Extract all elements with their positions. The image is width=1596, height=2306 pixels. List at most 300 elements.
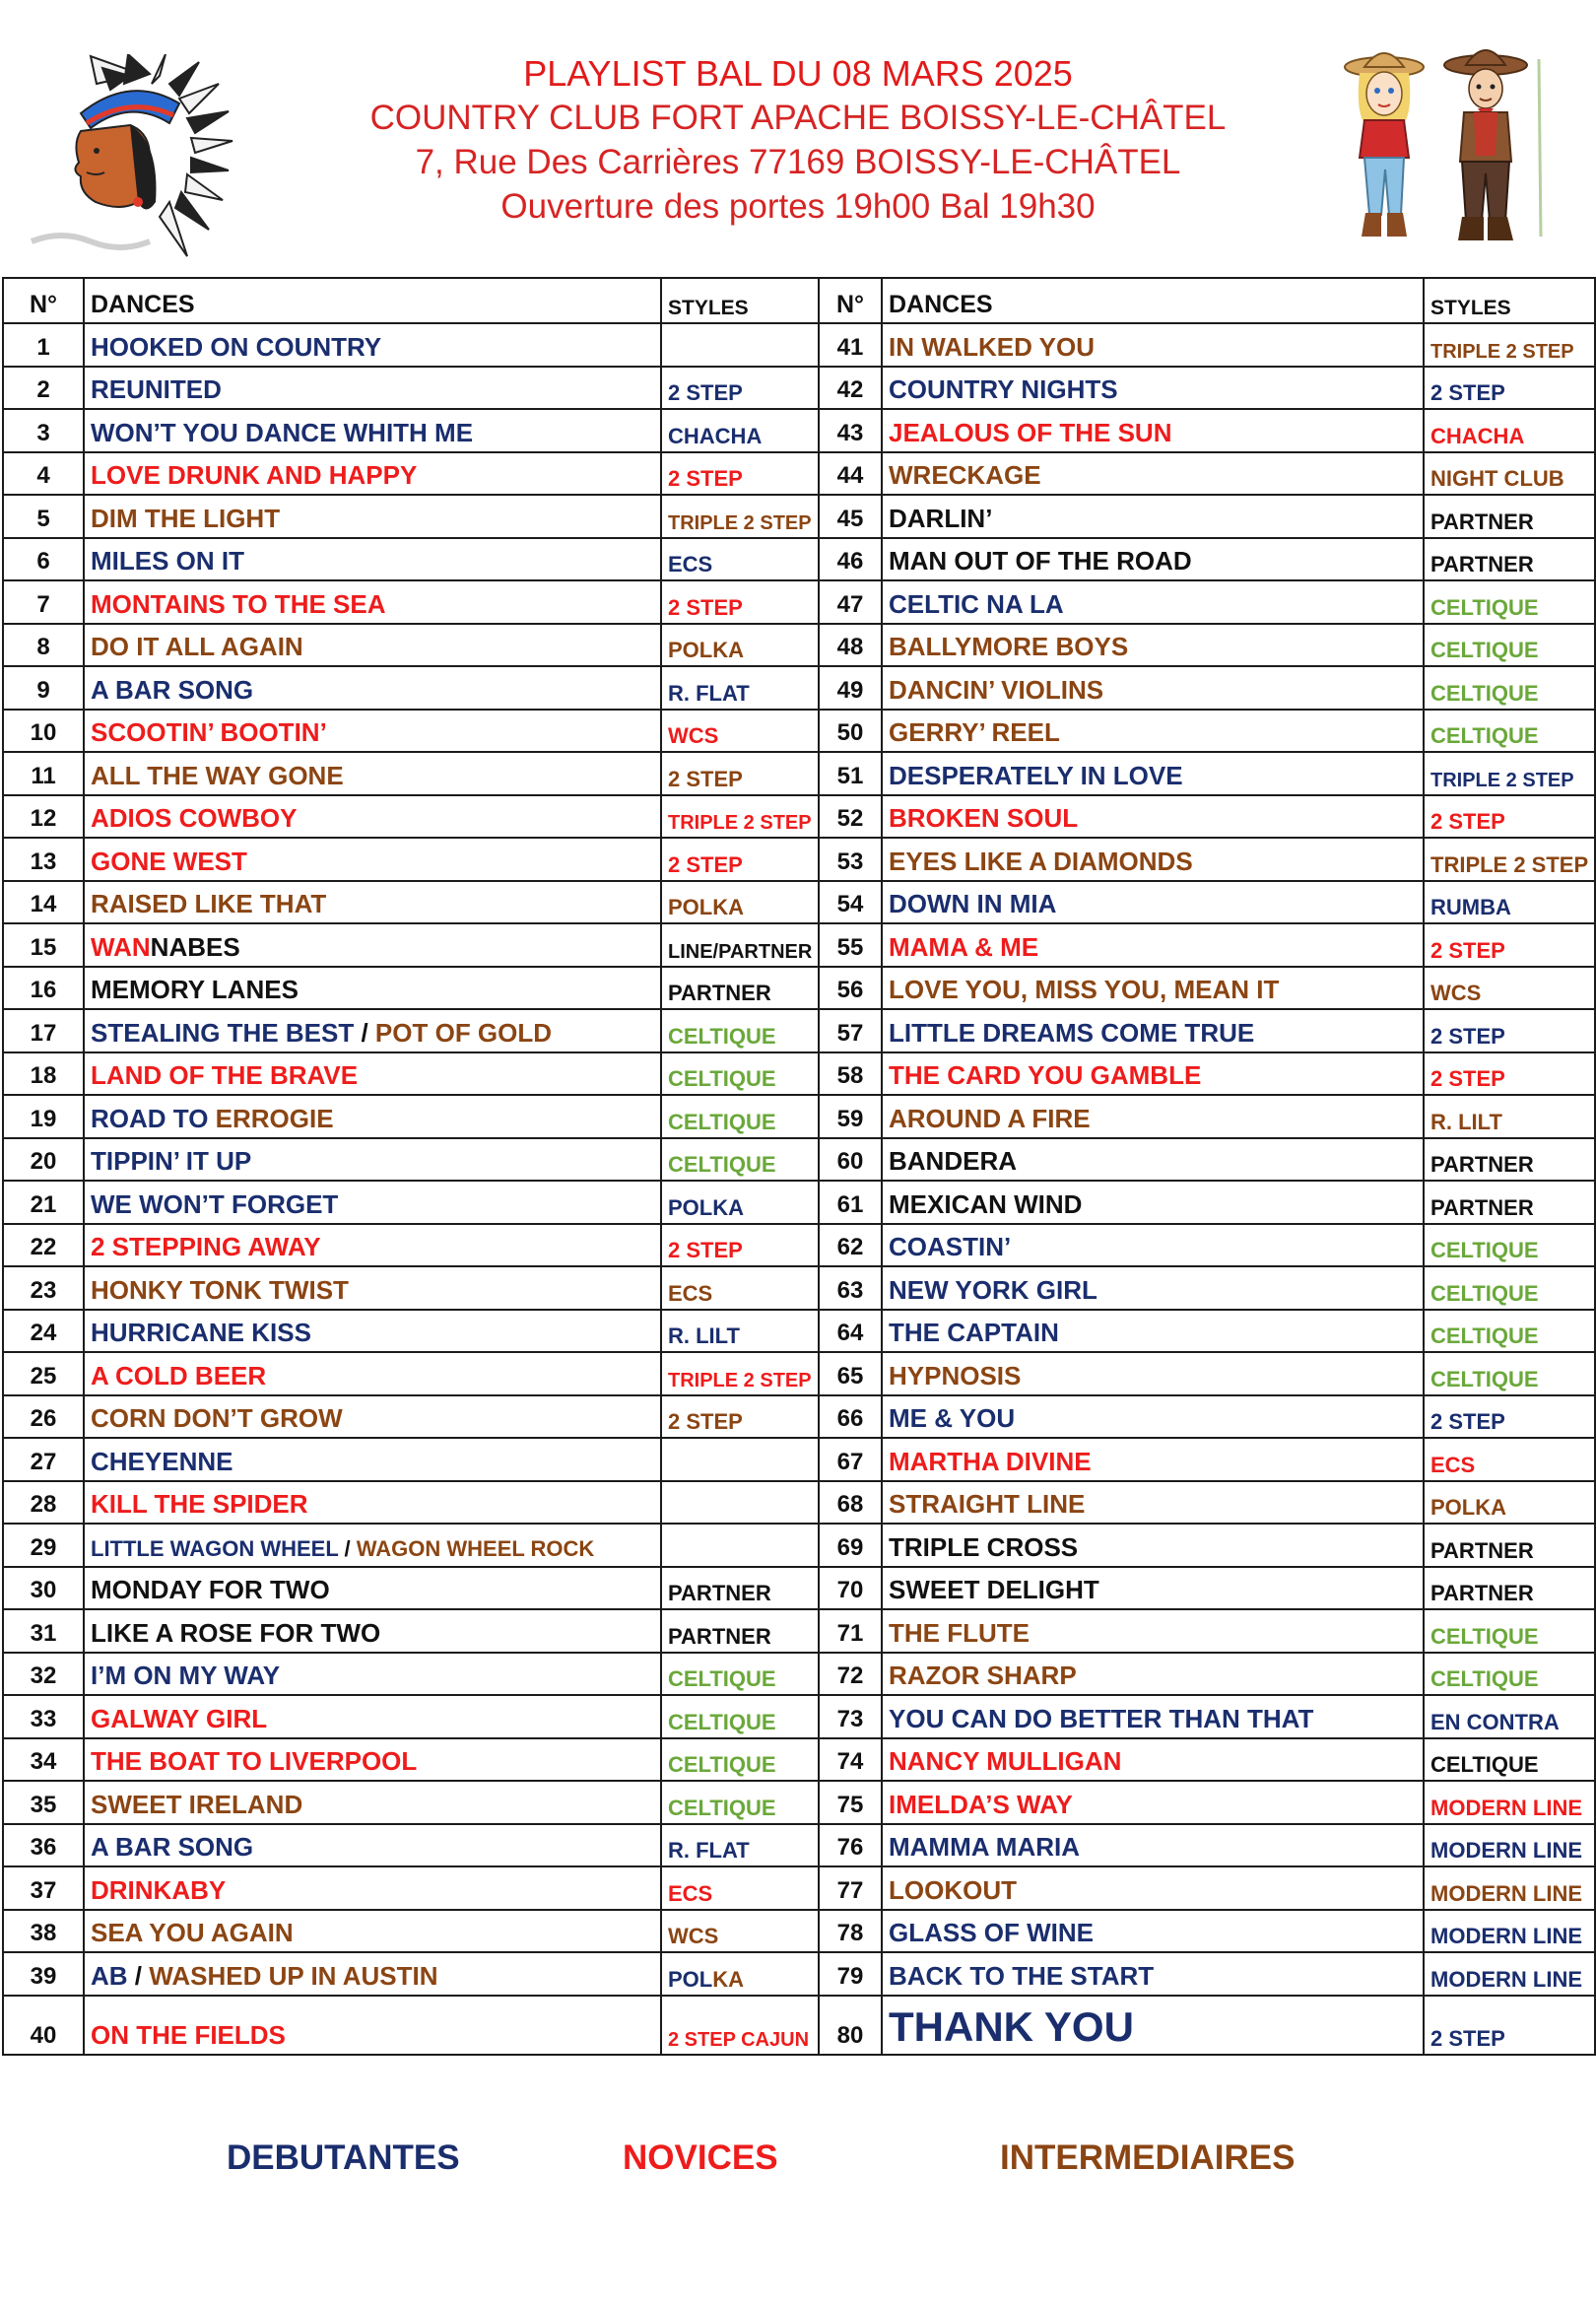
dance-style-cell [1424,367,1595,410]
dance-text: DO IT ALL AGAIN [91,632,303,661]
row-number: 2 [3,367,84,410]
opening-hours: Ouverture des portes 19h00 Bal 19h30 [500,187,1096,226]
dance-style-cell [1424,752,1595,795]
dance-style-cell [1424,1095,1595,1138]
dance-name-cell [882,1438,1424,1481]
row-number: 77 [819,1866,882,1910]
dance-text: YOU CAN DO BETTER THAN THAT [889,1703,1314,1733]
row-number: 32 [3,1653,84,1696]
style-text: CELTIQUE [1430,638,1539,662]
dance-text: NANCY MULLIGAN [889,1746,1122,1776]
dance-text: WASHED UP IN AUSTIN [149,1960,438,1991]
style-text: 2 STEP [1430,380,1505,405]
row-number: 16 [3,967,84,1010]
row-number: 73 [819,1695,882,1738]
row-number: 62 [819,1224,882,1267]
row-number: 56 [819,967,882,1010]
dance-text: I’M ON MY WAY [91,1661,281,1690]
style-text: WCS [1430,981,1482,1005]
dance-name-cell [882,538,1424,581]
dance-style-cell [661,1952,819,1996]
style-text: ECS [668,552,713,576]
dance-text: WON’T YOU DANCE WHITH ME [91,417,474,447]
dance-name-cell [882,710,1424,753]
dance-name-cell [84,923,661,967]
row-number: 14 [3,881,84,924]
style-text: POL [668,1966,713,1992]
row-number: 74 [819,1738,882,1782]
style-text: TRIPLE 2 STEP [668,812,812,834]
row-number: 57 [819,1009,882,1052]
table-row [3,495,1595,538]
dance-style-cell [661,1866,819,1910]
style-text: R. LILT [1430,1109,1502,1134]
dance-style-cell [661,1653,819,1696]
dance-text: CHEYENNE [91,1446,233,1476]
dance-name-cell [882,1910,1424,1953]
dance-name-cell [882,838,1424,881]
dance-name-cell [882,1653,1424,1696]
style-text: 2 STEP [668,466,743,491]
style-text: 2 STEP [668,851,743,877]
dance-style-cell [661,1609,819,1653]
row-number: 64 [819,1310,882,1353]
style-text: 2 STEP [668,380,743,405]
style-text: 2 STEP [668,1409,743,1434]
dance-text: HONKY TONK TWIST [91,1274,349,1305]
dance-name-cell [882,323,1424,367]
club-address: 7, Rue Des Carrières 77169 BOISSY-LE-CHÂTEL [415,143,1181,181]
row-number: 42 [819,367,882,410]
row-number: 24 [3,1310,84,1353]
style-text: CELTIQUE [1430,723,1539,748]
table-row [3,1952,1595,1996]
style-text: PARTNER [668,1623,771,1649]
dance-text: GONE WEST [91,846,247,876]
dance-style-cell [661,1996,819,2055]
row-number: 26 [3,1395,84,1439]
row-number: 50 [819,710,882,753]
row-number: 58 [819,1052,882,1096]
style-text: R. FLAT [668,680,750,706]
style-text: POLKA [668,1194,744,1220]
style-text: 2 STEP [668,594,743,620]
style-text: LINE/PARTNER [668,940,813,963]
dance-name-cell [882,881,1424,924]
style-text: CELTIQUE [668,1795,776,1820]
dance-name-cell [882,1310,1424,1353]
style-text: ECS [1430,1452,1476,1477]
dance-text: STRAIGHT LINE [889,1489,1086,1519]
dance-name-cell [882,795,1424,839]
row-number: 75 [819,1781,882,1824]
row-number: 21 [3,1181,84,1224]
dance-name-cell [882,752,1424,795]
row-number: 51 [819,752,882,795]
table-row [3,1224,1595,1267]
dance-name-cell [84,452,661,496]
style-text: TRIPLE 2 STEP [668,1369,812,1391]
style-text: CELTIQUE [668,1752,776,1777]
style-text: 2 STEP [1430,937,1505,963]
dance-name-cell [84,710,661,753]
style-text: CELTIQUE [1430,1280,1539,1306]
dance-name-cell [882,580,1424,624]
dance-name-cell [84,367,661,410]
dance-style-cell [661,1567,819,1610]
dance-name-cell [84,1310,661,1353]
row-number: 7 [3,580,84,624]
style-text: CELTIQUE [668,1023,776,1049]
dance-name-cell [84,967,661,1010]
dance-text: THE CAPTAIN [889,1318,1059,1347]
dance-name-cell [84,1524,661,1567]
dance-name-cell [882,1052,1424,1096]
dance-style-cell [1424,1866,1595,1910]
style-text: CELTIQUE [1430,1666,1539,1691]
dance-name-cell [882,1952,1424,1996]
dance-text: GALWAY GIRL [91,1703,268,1733]
dance-name-cell [84,323,661,367]
dance-text: AROUND A FIRE [889,1103,1091,1133]
dance-name-cell [84,1052,661,1096]
dance-name-cell [882,624,1424,667]
row-number: 35 [3,1781,84,1824]
dance-text: WE WON’T FORGET [91,1188,339,1219]
dance-style-cell [661,1910,819,1953]
row-number: 63 [819,1266,882,1310]
style-text: MODERN LINE [1430,1924,1582,1948]
dance-name-cell [882,452,1424,496]
dance-text: JEALOUS OF THE SUN [889,417,1172,447]
dance-style-cell [1424,580,1595,624]
dance-name-cell [84,1996,661,2055]
table-row [3,1395,1595,1439]
dance-text: DRINKABY [91,1874,227,1905]
style-text: CHACHA [668,423,763,448]
row-number: 76 [819,1824,882,1867]
dance-name-cell [84,1781,661,1824]
dance-text: WAGON WHEEL ROCK [356,1535,595,1561]
row-number: 30 [3,1567,84,1610]
dance-name-cell [882,1395,1424,1439]
dance-name-cell [84,1567,661,1610]
dance-style-cell [1424,1952,1595,1996]
dance-text: ADIOS COWBOY [91,803,298,833]
dance-style-cell [1424,323,1595,367]
table-row [3,1824,1595,1867]
row-number: 54 [819,881,882,924]
dance-text: ME & YOU [889,1403,1016,1433]
dance-text: TRIPLE CROSS [889,1531,1079,1562]
dance-style-cell [661,1352,819,1395]
table-row [3,838,1595,881]
style-text: PARTNER [1430,1152,1534,1177]
dance-text: SCOOTIN’ BOOTIN’ [91,717,327,747]
dance-name-cell [882,1352,1424,1395]
dance-name-cell [84,538,661,581]
dance-style-cell [1424,1352,1595,1395]
cowgirl-cowboy-illustration [1330,39,1557,251]
dance-text: DESPERATELY IN LOVE [889,760,1183,790]
dance-style-cell [1424,1138,1595,1182]
style-text: 2 STEP [1430,1066,1505,1091]
dance-text: / [127,1960,150,1991]
table-row [3,452,1595,496]
style-text: ECS [668,1880,713,1906]
row-number: 4 [3,452,84,496]
dance-text: THE FLUTE [889,1617,1030,1648]
dance-style-cell [661,323,819,367]
dance-style-cell [1424,1695,1595,1738]
dance-name-cell [882,666,1424,710]
dance-style-cell [661,1009,819,1052]
dance-name-cell [882,1095,1424,1138]
dance-style-cell [661,1395,819,1439]
style-text: NIGHT CLUB [1430,466,1564,491]
table-row [3,1910,1595,1953]
row-number: 1 [3,323,84,367]
row-number: 61 [819,1181,882,1224]
style-text: 2 STEP [668,1238,743,1262]
style-text: PARTNER [1430,1537,1534,1563]
table-row [3,323,1595,367]
row-number: 31 [3,1609,84,1653]
dance-text: MEMORY LANES [91,975,299,1004]
dance-text: COUNTRY NIGHTS [889,374,1118,404]
dance-style-cell [661,881,819,924]
dance-name-cell [84,1738,661,1782]
row-number: 55 [819,923,882,967]
style-text: 2 STEP [1430,1409,1505,1434]
dance-style-cell [1424,1009,1595,1052]
style-text: POLKA [668,895,744,919]
dance-text: KILL THE SPIDER [91,1489,308,1519]
dance-style-cell [1424,538,1595,581]
style-text: POLKA [668,638,744,662]
table-header-row [3,278,1595,323]
dance-text: 2 STEPPING AWAY [91,1232,321,1261]
dance-style-cell [661,1310,819,1353]
dance-name-cell [84,1910,661,1953]
row-number: 66 [819,1395,882,1439]
dance-text: ON THE FIELDS [91,2019,286,2050]
style-text: CELTIQUE [668,1109,776,1134]
dance-text: AB [91,1960,128,1991]
table-row [3,1653,1595,1696]
style-text: CELTIQUE [1430,1752,1539,1777]
dance-text: HURRICANE KISS [91,1318,311,1347]
row-number: 47 [819,580,882,624]
row-number: 34 [3,1738,84,1782]
dance-style-cell [661,1052,819,1096]
row-number: 45 [819,495,882,538]
dance-name-cell [882,1009,1424,1052]
row-number: 69 [819,1524,882,1567]
dance-style-cell [1424,1052,1595,1096]
dance-style-cell [661,452,819,496]
dance-text: MAN OUT OF THE ROAD [889,546,1192,576]
style-text: TRIPLE 2 STEP [1430,340,1574,363]
dance-style-cell [1424,881,1595,924]
dance-text: EYES LIKE A DIAMONDS [889,846,1193,876]
row-number: 18 [3,1052,84,1096]
table-row [3,1738,1595,1782]
dance-text: RAISED LIKE THAT [91,889,327,918]
dance-text: THE BOAT TO LIVERPOOL [91,1746,418,1776]
style-text: RUMBA [1430,895,1511,919]
row-number: 27 [3,1438,84,1481]
dance-text: MONDAY FOR TWO [91,1575,330,1604]
dance-text: MAMMA MARIA [889,1832,1080,1862]
dance-text: LITTLE WAGON WHEEL [91,1535,339,1561]
dance-text: HOOKED ON COUNTRY [91,331,382,362]
row-number: 29 [3,1524,84,1567]
row-number: 52 [819,795,882,839]
dance-style-cell [661,752,819,795]
dance-style-cell [1424,452,1595,496]
dance-text: BALLYMORE BOYS [889,632,1129,661]
dance-text: GERRY’ REEL [889,717,1060,747]
style-text: POLKA [1430,1495,1506,1520]
dance-style-cell [1424,967,1595,1010]
dance-style-cell [661,1481,819,1525]
dance-name-cell [84,752,661,795]
table-row [3,795,1595,839]
table-row [3,752,1595,795]
row-number: 43 [819,409,882,452]
dance-text: MEXICAN WIND [889,1188,1083,1219]
style-text: PARTNER [1430,1194,1534,1220]
dance-style-cell [661,923,819,967]
col-num-header: N° [3,278,84,323]
style-text: PARTNER [1430,1581,1534,1605]
dance-name-cell [882,1824,1424,1867]
style-text: TRIPLE 2 STEP [1430,851,1589,877]
row-number: 38 [3,1910,84,1953]
table-row [3,624,1595,667]
dance-text: DARLIN’ [889,503,993,533]
dance-text: DANCIN’ VIOLINS [889,674,1104,705]
row-number: 37 [3,1866,84,1910]
row-number: 65 [819,1352,882,1395]
dance-name-cell [84,881,661,924]
row-number: 23 [3,1266,84,1310]
dance-style-cell [1424,710,1595,753]
row-number: 68 [819,1481,882,1525]
table-row [3,538,1595,581]
row-number: 19 [3,1095,84,1138]
style-text: TRIPLE 2 STEP [1430,769,1574,791]
table-row [3,1481,1595,1525]
style-text: 2 STEP [1430,1023,1505,1049]
row-number: 49 [819,666,882,710]
playlist-table [2,277,1596,2056]
dance-name-cell [882,1266,1424,1310]
table-row [3,923,1595,967]
dance-style-cell [1424,624,1595,667]
dance-text: REUNITED [91,374,222,404]
dance-text: CELTIC NA LA [889,588,1064,619]
row-number: 13 [3,838,84,881]
dance-name-cell [84,1866,661,1910]
dance-style-cell [1424,409,1595,452]
dance-style-cell [1424,1181,1595,1224]
dance-text: COASTIN’ [889,1232,1012,1261]
dance-text: A BAR SONG [91,1832,254,1862]
dance-text: A BAR SONG [91,674,254,705]
style-text: WCS [668,1924,719,1948]
row-number: 39 [3,1952,84,1996]
table-row [3,1181,1595,1224]
dance-text: MILES ON IT [91,546,244,576]
legend-intermediaires: INTERMEDIAIRES [1000,2138,1296,2177]
dance-name-cell [84,409,661,452]
style-text: CELTIQUE [1430,1366,1539,1391]
dance-text: NABES [150,931,240,962]
dance-text: LITTLE DREAMS COME TRUE [889,1017,1255,1048]
row-number: 36 [3,1824,84,1867]
dance-style-cell [1424,838,1595,881]
dance-name-cell [84,1481,661,1525]
style-text: TRIPLE 2 STEP [668,511,812,534]
style-text: CELTIQUE [1430,680,1539,706]
col-dances-header-right: DANCES [882,278,1424,323]
dance-style-cell [661,367,819,410]
table-row [3,710,1595,753]
style-text: CELTIQUE [668,1152,776,1177]
col-styles-header: STYLES [661,278,819,323]
dance-style-cell [1424,1653,1595,1696]
dance-name-cell [84,1438,661,1481]
row-number: 5 [3,495,84,538]
table-row [3,1996,1595,2055]
dance-name-cell [882,923,1424,967]
style-text: PARTNER [668,1581,771,1605]
dance-text: A COLD BEER [91,1360,267,1390]
dance-text: IN WALKED YOU [889,331,1095,362]
dance-style-cell [661,495,819,538]
dance-text: BANDERA [889,1146,1017,1176]
table-row [3,1866,1595,1910]
dance-style-cell [1424,1266,1595,1310]
legend-debutantes: DEBUTANTES [227,2138,460,2177]
row-number: 41 [819,323,882,367]
table-row [3,1352,1595,1395]
row-number: 3 [3,409,84,452]
style-text: ECS [668,1280,713,1306]
dance-style-cell [1424,923,1595,967]
dance-name-cell [882,1781,1424,1824]
dance-name-cell [882,367,1424,410]
dance-text: ERROGIE [215,1103,334,1133]
dance-text: POT OF GOLD [374,1017,553,1048]
dance-name-cell [84,1695,661,1738]
style-text: CELTIQUE [668,1666,776,1691]
table-row [3,1524,1595,1567]
row-number: 9 [3,666,84,710]
dance-text: SWEET IRELAND [91,1789,303,1819]
style-text: EN CONTRA [1430,1709,1560,1734]
dance-text: IMELDA’S WAY [889,1789,1073,1819]
dance-style-cell [661,1266,819,1310]
dance-name-cell [882,1695,1424,1738]
table-row [3,1567,1595,1610]
style-text: MODERN LINE [1430,1795,1582,1820]
row-number: 10 [3,710,84,753]
dance-text: SWEET DELIGHT [889,1575,1099,1604]
dance-text: BACK TO THE START [889,1960,1155,1991]
